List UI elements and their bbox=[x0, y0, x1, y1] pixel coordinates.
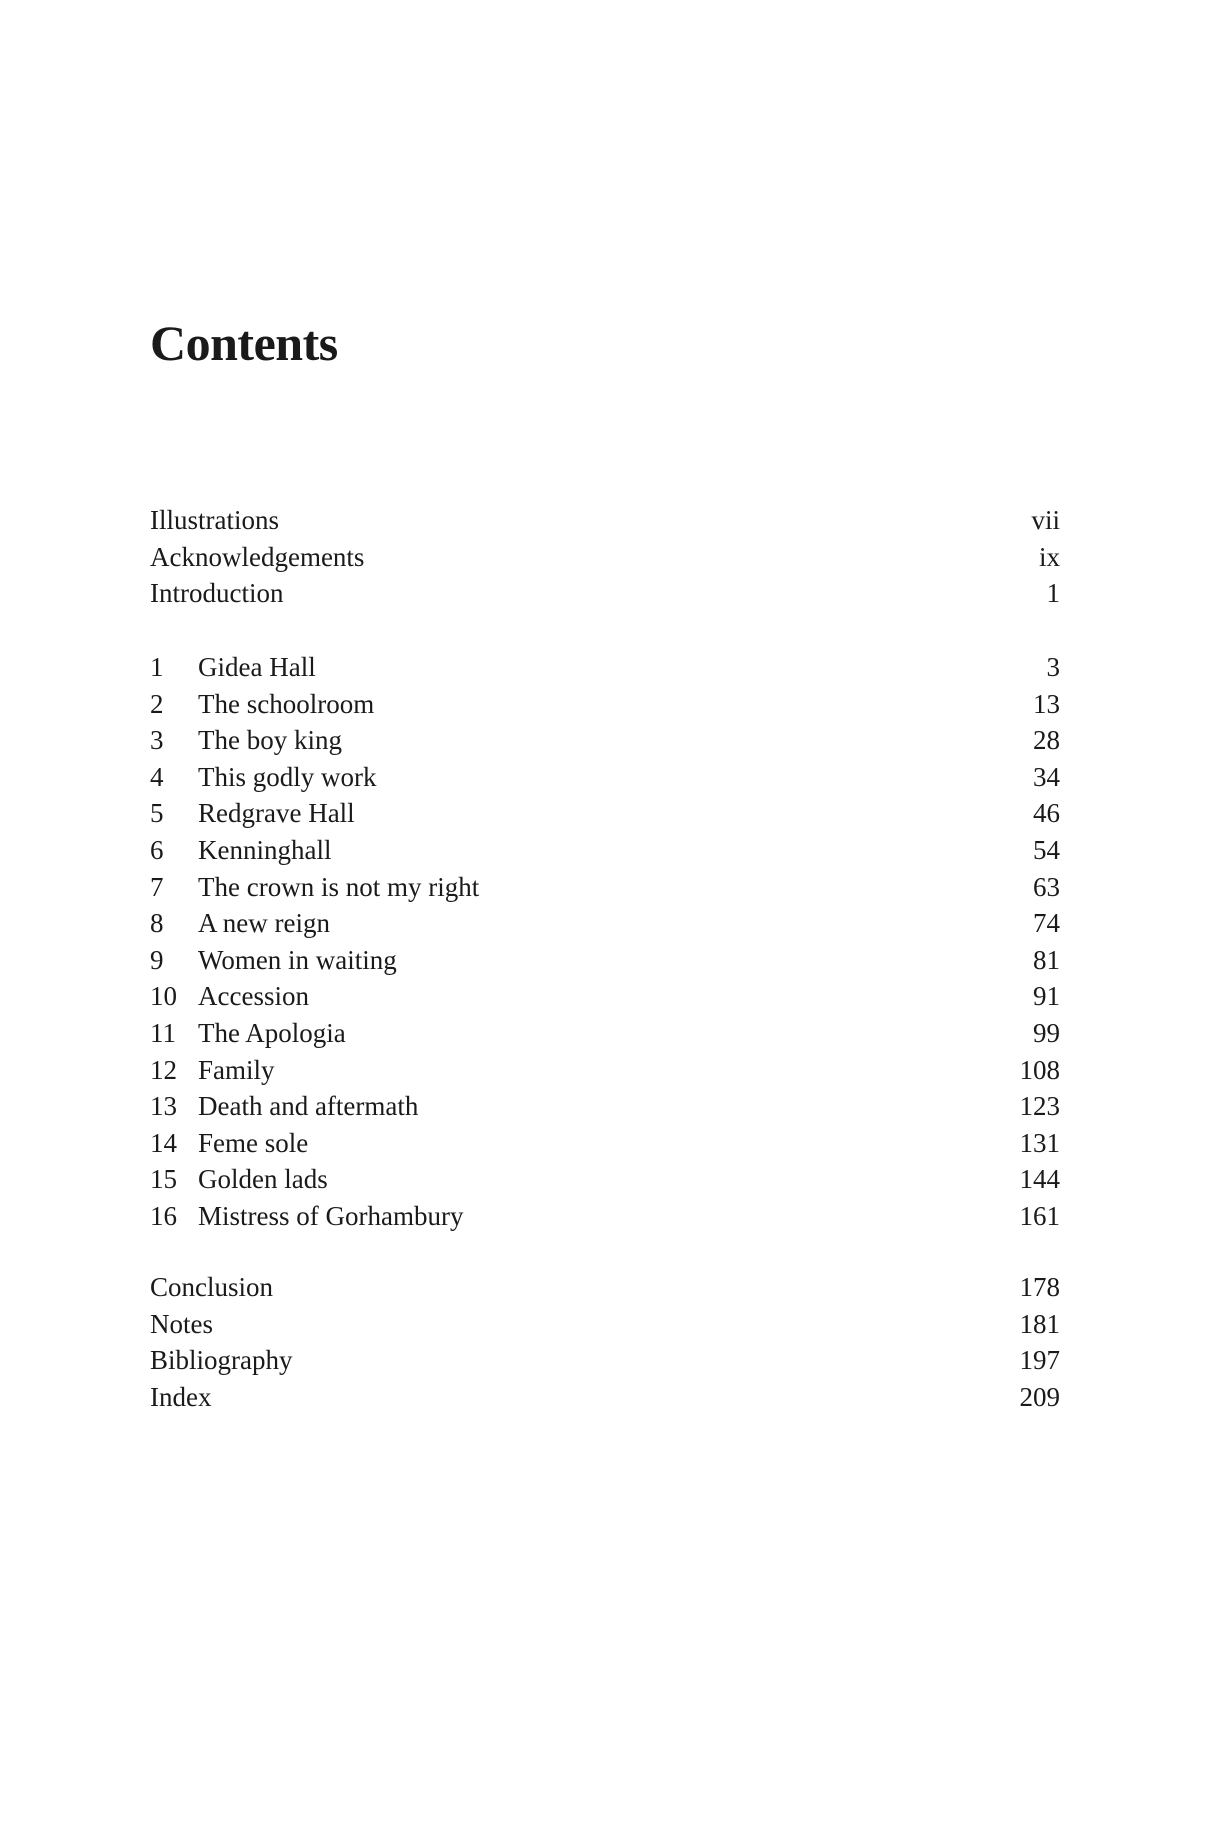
chapter-title: This godly work bbox=[198, 761, 377, 792]
entry-title: Introduction bbox=[150, 578, 284, 609]
chapter-entry bbox=[150, 869, 1060, 906]
chapter-number: 5 bbox=[150, 798, 164, 829]
entry-title: Acknowledgements bbox=[150, 541, 365, 572]
chapter-page-number: 63 bbox=[1033, 871, 1060, 902]
chapter-title: The boy king bbox=[198, 725, 342, 756]
chapter-title: Kenninghall bbox=[198, 834, 332, 865]
chapter-page-number: 123 bbox=[1019, 1091, 1060, 1122]
chapter-title: The Apologia bbox=[198, 1017, 346, 1048]
chapter-page-number: 74 bbox=[1033, 908, 1060, 939]
chapter-entry bbox=[150, 795, 1060, 832]
chapter-entry bbox=[150, 722, 1060, 759]
chapter-number: 9 bbox=[150, 944, 164, 975]
chapter-title: Redgrave Hall bbox=[198, 798, 355, 829]
chapter-number: 12 bbox=[150, 1054, 177, 1085]
chapter-number: 16 bbox=[150, 1200, 177, 1231]
entry-title: Notes bbox=[150, 1308, 213, 1339]
chapter-number: 15 bbox=[150, 1164, 177, 1195]
chapter-number: 8 bbox=[150, 908, 164, 939]
toc-entry-acknowledgements bbox=[150, 539, 1060, 576]
chapter-page-number: 131 bbox=[1019, 1127, 1060, 1158]
entry-page-number: ix bbox=[1038, 541, 1060, 572]
entry-page-number: 197 bbox=[1019, 1345, 1060, 1376]
chapter-entry bbox=[150, 905, 1060, 942]
chapter-number: 2 bbox=[150, 688, 164, 719]
chapter-page-number: 99 bbox=[1033, 1017, 1060, 1048]
toc-entry-introduction bbox=[150, 575, 1060, 612]
toc-entry-bibliography bbox=[150, 1342, 1060, 1379]
chapter-entry bbox=[150, 942, 1060, 979]
chapter-number: 1 bbox=[150, 652, 164, 682]
entry-title: Bibliography bbox=[150, 1345, 293, 1376]
chapter-page-number: 54 bbox=[1033, 834, 1060, 865]
chapter-entry bbox=[150, 686, 1060, 723]
chapter-title: Women in waiting bbox=[198, 944, 397, 975]
entry-page-number: 209 bbox=[1019, 1381, 1060, 1412]
entry-page-number: 181 bbox=[1019, 1308, 1060, 1339]
chapter-page-number: 28 bbox=[1033, 725, 1060, 756]
entry-title: Index bbox=[150, 1381, 212, 1412]
chapter-title: Golden lads bbox=[198, 1164, 328, 1195]
chapter-entry bbox=[150, 759, 1060, 796]
chapter-number: 11 bbox=[150, 1017, 176, 1048]
chapter-number: 7 bbox=[150, 871, 164, 902]
entry-title: Conclusion bbox=[150, 1272, 274, 1302]
back-matter-list bbox=[150, 1269, 1060, 1415]
chapter-page-number: 91 bbox=[1033, 981, 1060, 1012]
chapter-page-number: 161 bbox=[1019, 1200, 1060, 1231]
chapter-page-number: 3 bbox=[1046, 652, 1060, 682]
chapter-entry bbox=[150, 1088, 1060, 1125]
chapter-title: A new reign bbox=[198, 908, 330, 939]
chapter-number: 3 bbox=[150, 725, 164, 756]
entry-page-number: 1 bbox=[1046, 578, 1060, 609]
chapter-title: Gidea Hall bbox=[198, 652, 316, 682]
chapter-entry bbox=[150, 978, 1060, 1015]
chapter-list bbox=[150, 649, 1060, 1235]
toc-entry-conclusion bbox=[150, 1269, 1060, 1306]
toc-entry-index bbox=[150, 1379, 1060, 1416]
chapter-page-number: 46 bbox=[1033, 798, 1060, 829]
chapter-number: 6 bbox=[150, 834, 164, 865]
entry-title: Illustrations bbox=[150, 505, 279, 535]
chapter-title: Family bbox=[198, 1054, 275, 1085]
chapter-title: The crown is not my right bbox=[198, 871, 480, 902]
entry-page-number: 178 bbox=[1019, 1272, 1060, 1302]
chapter-entry bbox=[150, 1052, 1060, 1089]
chapter-page-number: 81 bbox=[1033, 944, 1060, 975]
front-matter-list bbox=[150, 502, 1060, 612]
chapter-page-number: 144 bbox=[1019, 1164, 1060, 1195]
chapter-entry bbox=[150, 1198, 1060, 1235]
chapter-title: Mistress of Gorhambury bbox=[198, 1200, 464, 1231]
chapter-entry bbox=[150, 649, 1060, 686]
toc-entry-notes bbox=[150, 1306, 1060, 1343]
chapter-entry bbox=[150, 1015, 1060, 1052]
chapter-number: 10 bbox=[150, 981, 177, 1012]
chapter-page-number: 34 bbox=[1033, 761, 1060, 792]
chapter-page-number: 13 bbox=[1033, 688, 1060, 719]
chapter-entry bbox=[150, 832, 1060, 869]
entry-page-number: vii bbox=[1031, 505, 1060, 535]
chapter-number: 4 bbox=[150, 761, 164, 792]
chapter-title: Feme sole bbox=[198, 1127, 309, 1158]
chapter-title: Death and aftermath bbox=[198, 1091, 419, 1122]
toc-entry-illustrations bbox=[150, 502, 1060, 539]
chapter-title: The schoolroom bbox=[198, 688, 375, 719]
chapter-entry bbox=[150, 1161, 1060, 1198]
chapter-page-number: 108 bbox=[1019, 1054, 1060, 1085]
chapter-entry bbox=[150, 1125, 1060, 1162]
chapter-title: Accession bbox=[198, 981, 309, 1012]
page-title: Contents bbox=[150, 315, 338, 371]
chapter-number: 13 bbox=[150, 1091, 177, 1122]
chapter-number: 14 bbox=[150, 1127, 177, 1158]
